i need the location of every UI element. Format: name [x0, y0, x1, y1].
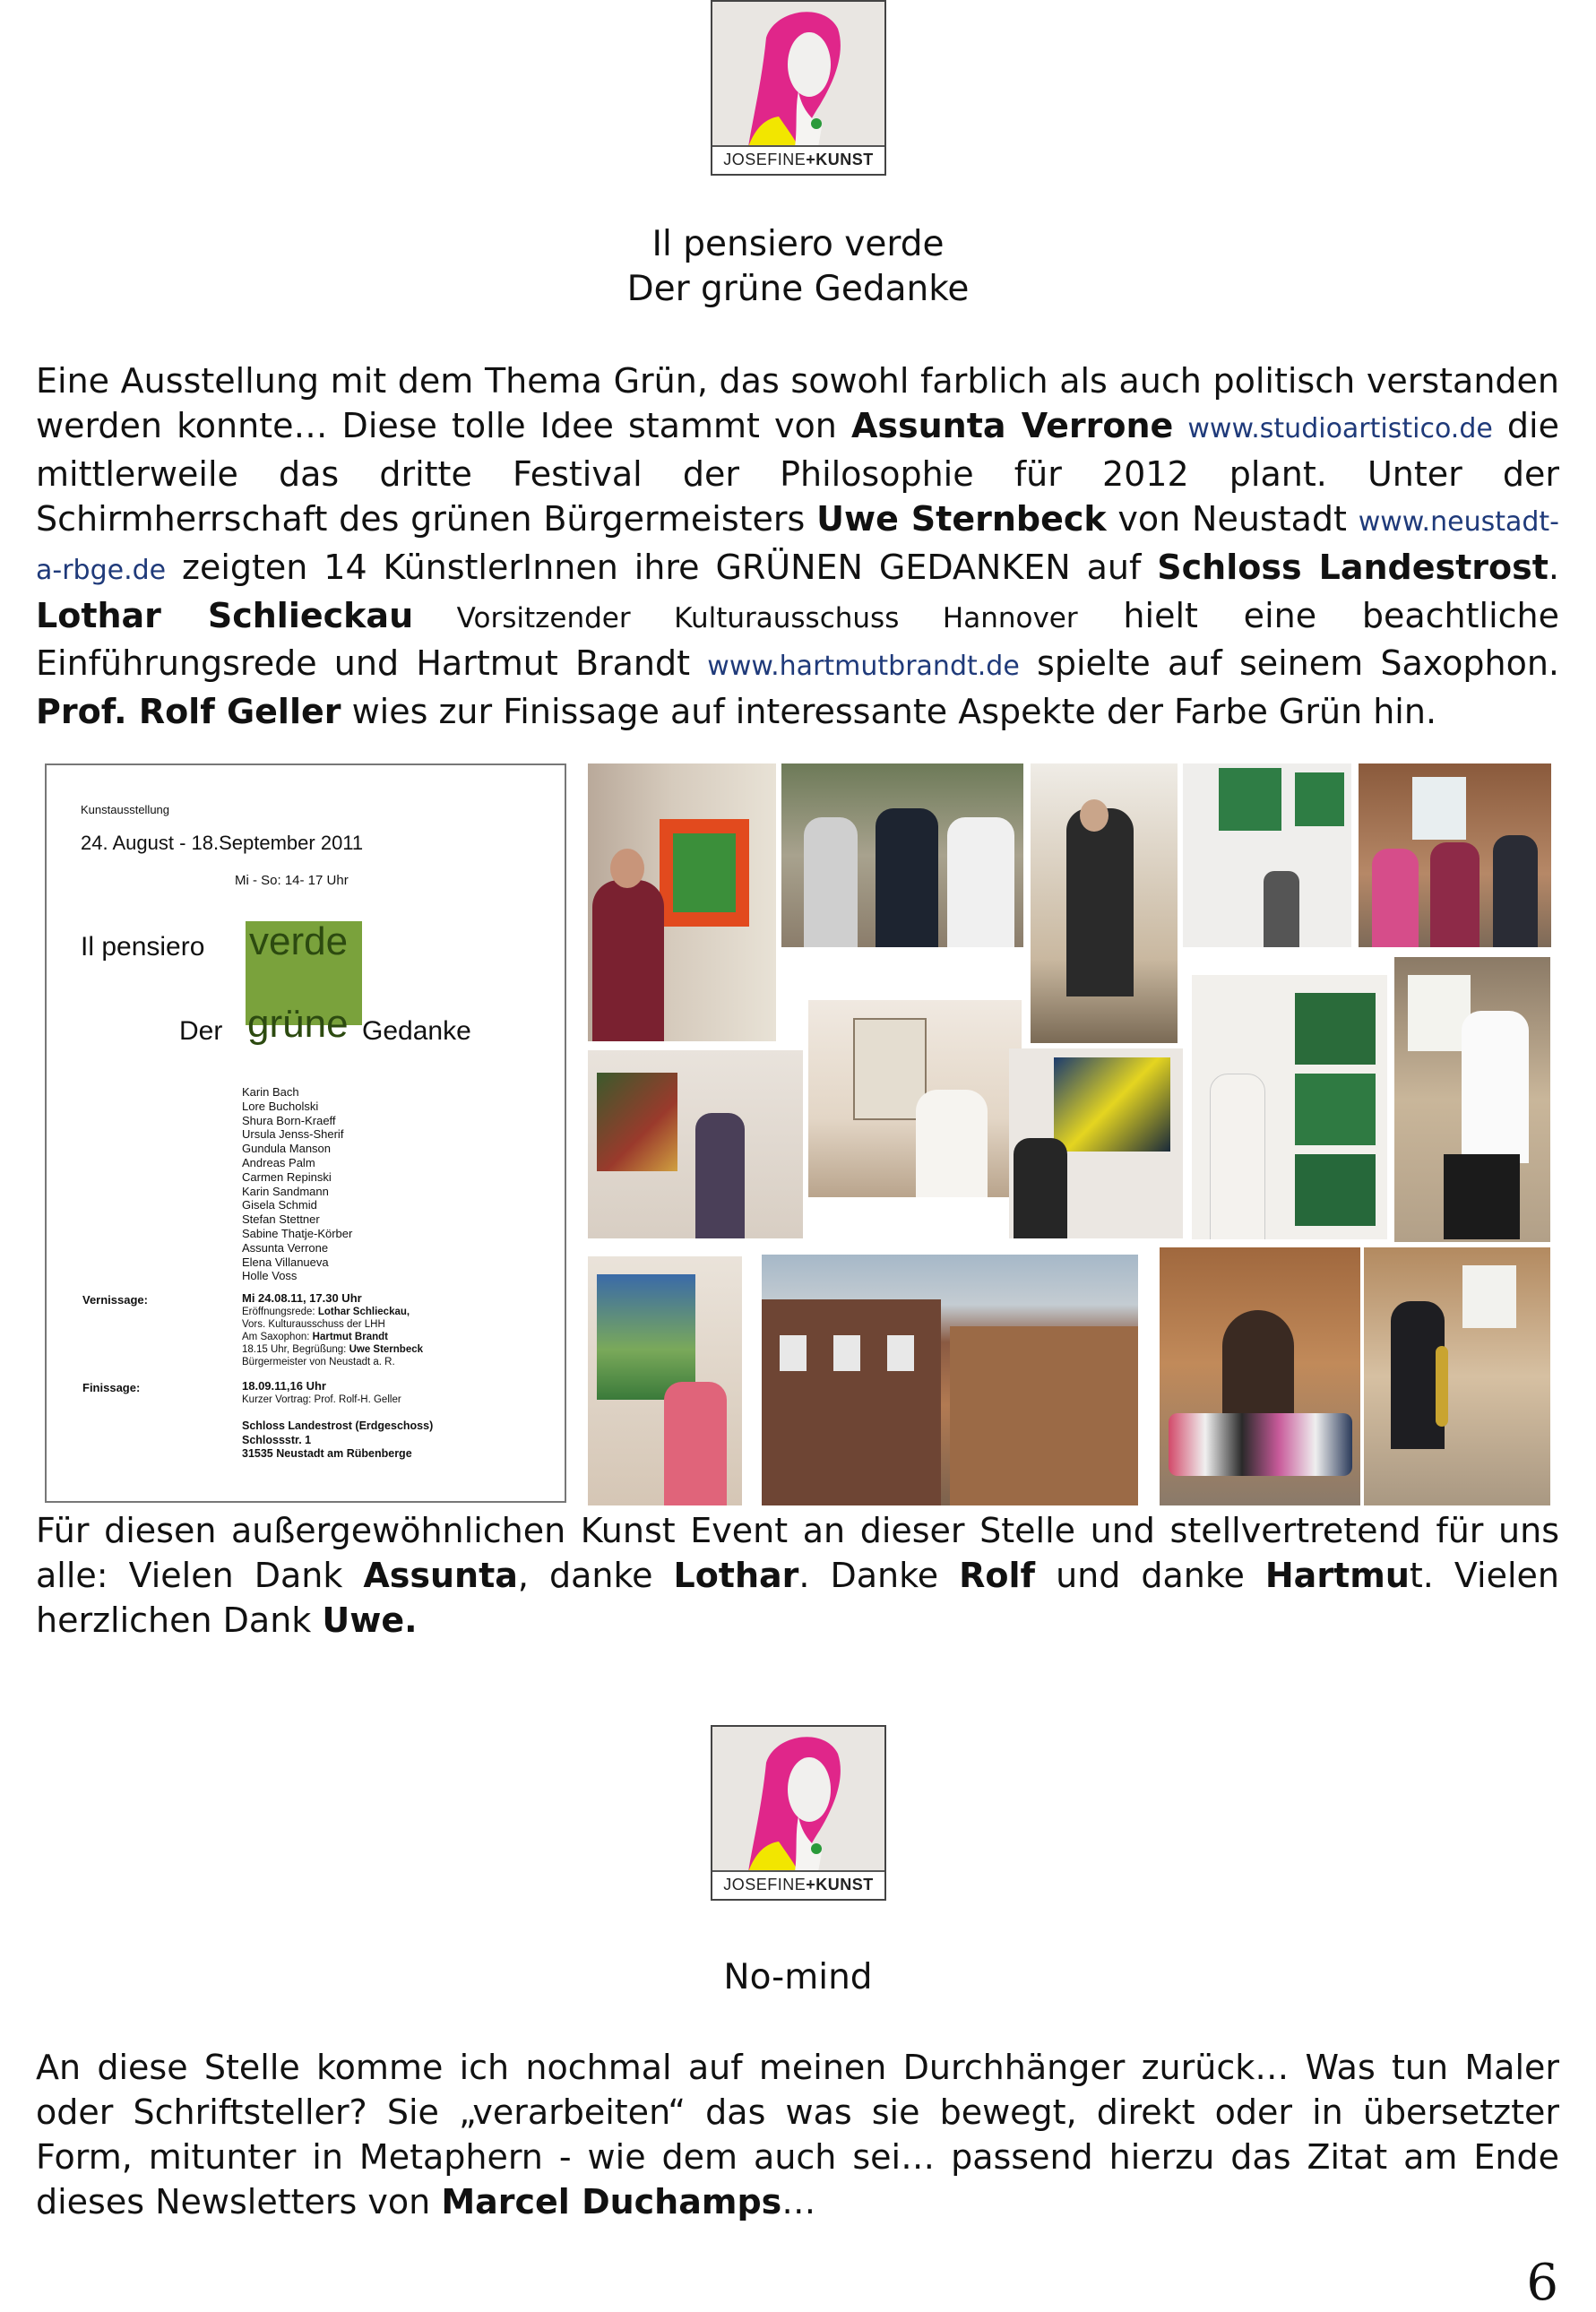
artist-name: Karin Sandmann [242, 1184, 329, 1198]
photo-woman-at-green-painting [1183, 763, 1351, 947]
name-lothar-schlieckau: Lothar Schlieckau [36, 596, 414, 635]
artist-name: Sabine Thatje-Körber [242, 1226, 353, 1240]
photo-woman-with-white-shirt [808, 1000, 1022, 1197]
photo-woman-with-yellow-painting [1009, 1048, 1183, 1238]
poster-title-gruene: grüne [247, 1002, 349, 1046]
artist-name: Gundula Manson [242, 1142, 332, 1156]
vernissage-label: Vernissage: [82, 1293, 148, 1307]
photo-group-outdoors [781, 763, 1023, 947]
name-marcel-duchamps: Marcel Duchamps [441, 2182, 782, 2221]
link-hartmutbrandt[interactable]: www.hartmutbrandt.de [707, 651, 1020, 682]
photo-saxophone-player [1364, 1247, 1550, 1505]
no-mind-paragraph: An diese Stelle komme ich nochmal auf meinen Durchhänger zurück… Was tun Maler oder Schriftsteller? Sie „verarbeiten“ das was sie bewegt, direkt oder in übersetzter Form, mitunter in Metaphern - wie dem auch sei… passend hierzu das Zitat am Ende dieses Newsletters von Marcel Duchamps… [36, 2048, 1559, 2221]
josefine-kunst-logo [711, 0, 886, 176]
artist-name: Karin Bach [242, 1085, 299, 1099]
name-rolf-geller: Prof. Rolf Geller [36, 692, 341, 731]
title-line-2: Der grüne Gedanke [626, 269, 970, 309]
poster-title-gedanke: Gedanke [362, 1016, 471, 1046]
artist-name: Gisela Schmid [242, 1198, 317, 1212]
name-schloss-landestrost: Schloss Landestrost [1157, 548, 1549, 587]
photo-group-at-castle-door [1160, 1247, 1360, 1505]
artist-name: Elena Villanueva [242, 1255, 329, 1269]
mannequin-head-icon [712, 2, 884, 147]
thanks-paragraph: Für diesen außergewöhnlichen Kunst Event an dieser Stelle und stellvertretend für uns alle: Vielen Dank Assunta, danke Lothar. Danke Rolf und danke Hartmut. Vielen herzlichen Dank Uwe. [36, 1511, 1559, 1640]
title-line-1: Il pensiero verde [651, 224, 945, 264]
artist-name: Carmen Repinski [242, 1169, 332, 1184]
artist-list [242, 1085, 352, 1283]
vernissage-details: Mi 24.08.11, 17.30 Uhr Eröffnungsrede: Lothar Schlieckau, Vors. Kulturausschuss der LHH Am Saxophon: Hartmut Brandt 18.15 Uhr, Begrüßung: Uwe Sternbeck Bürgermeister von Neustadt a. R. [242, 1291, 424, 1367]
finissage-label: Finissage: [82, 1381, 141, 1394]
poster-dates: 24. August - 18.September 2011 [81, 832, 364, 854]
photo-woman-in-pink-dress [588, 1256, 742, 1505]
finissage-details: 18.09.11,16 Uhr Kurzer Vortrag: Prof. Rolf-H. Geller [242, 1379, 401, 1405]
venue-address: Schloss Landestrost (Erdgeschoss) Schlossstr. 1 31535 Neustadt am Rübenberge [242, 1419, 434, 1460]
photo-three-people-outdoors [1359, 763, 1551, 947]
photo-woman-beside-painting [588, 1050, 803, 1238]
artist-name: Stefan Stettner [242, 1212, 320, 1227]
poster-title-der: Der [179, 1016, 223, 1046]
poster-kicker: Kunstausstellung [81, 803, 170, 816]
josefine-kunst-logo [711, 1725, 886, 1901]
artist-name: Andreas Palm [242, 1155, 315, 1169]
photo-speaker-on-steps [1394, 957, 1550, 1242]
artist-name: Assunta Verrone [242, 1240, 329, 1255]
link-studioartistico[interactable]: www.studioartistico.de [1187, 413, 1493, 444]
name-assunta-verrone: Assunta Verrone [850, 406, 1174, 445]
artist-name: Shura Born-Kraeff [242, 1113, 336, 1127]
intro-paragraph: Eine Ausstellung mit dem Thema Grün, das sowohl farblich als auch politisch verstanden werden konnte… Diese tolle Idee stammt von Assunta Verrone www.studioartistico.de die mittlerweile das dritte Festival der Philosophie für 2012 plant. Unter der Schirmherrschaft des grünen Bürgermeisters Uwe Sternbeck von Neustadt www.neustadt-a-rbge.de zeigten 14 KünstlerInnen ihre GRÜNEN GEDANKEN auf Schloss Landestrost. Lothar Schlieckau Vorsitzender Kulturausschuss Hannover hielt eine beachtliche Einführungsrede und Hartmut Brandt www.hartmutbrandt.de spielte auf seinem Saxophon. Prof. Rolf Geller wies zur Finissage auf interessante Aspekte der Farbe Grün hin. [36, 361, 1560, 731]
photo-woman-with-green-panels [1192, 975, 1387, 1239]
section-title [0, 222, 1596, 312]
link-neustadt[interactable]: www.neustadt-a-rbge.de [36, 506, 1559, 586]
logo-text: JOSEFINE+KUNST [712, 1870, 884, 1899]
poster-title-verde: verde [249, 919, 349, 963]
exhibition-poster [45, 763, 566, 1503]
artist-name: Lore Bucholski [242, 1099, 319, 1113]
artist-name: Ursula Jenss-Sherif [242, 1127, 344, 1142]
mannequin-head-icon [712, 1727, 884, 1872]
photo-man-in-gallery [1031, 763, 1178, 1043]
artist-name: Holle Voss [242, 1269, 298, 1283]
photo-artist-with-painting [588, 763, 776, 1041]
poster-hours: Mi - So: 14- 17 Uhr [235, 873, 349, 888]
photo-castle-courtyard [762, 1255, 1138, 1505]
section-title-no-mind: No-mind [723, 1957, 873, 1997]
page-number: 6 [1526, 2254, 1558, 2312]
logo-text: JOSEFINE+KUNST [712, 145, 884, 174]
poster-title-a: Il pensiero [81, 932, 205, 962]
name-uwe-sternbeck: Uwe Sternbeck [816, 499, 1107, 539]
